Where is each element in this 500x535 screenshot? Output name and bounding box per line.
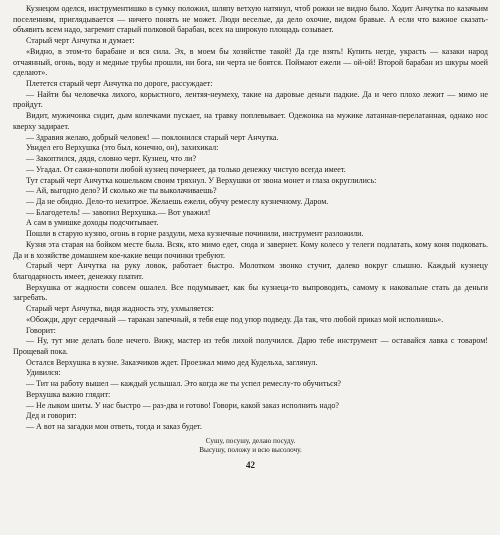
- paragraph: — Закоптился, дядя, словно черт. Кузнец, что ли?: [26, 154, 197, 164]
- paragraph: Удивился:: [26, 368, 61, 378]
- paragraph: Увидел его Верхушка (это был, конечно, он), захихикал:: [26, 143, 219, 153]
- paragraph: — Да не обидно. Дело-то нехитрое. Желаешь ежели, обучу ремеслу кузнечному. Даром.: [26, 196, 329, 206]
- paragraph: Старый черт Анчутка и думает:: [26, 36, 135, 46]
- paragraph: — Благодетель! — завопил Верхушка.— Вот уважил!: [26, 207, 211, 217]
- page-text: [13, 4, 488, 433]
- paragraph: Кузня эта старая на бойком месте была. Всяк, кто мимо едет, сюда и завернет. Кому колесо у телеги подлатать, кому коня подковать. Да и в хозяйстве домашнем кое-какие вещи починки требуют.: [13, 239, 488, 260]
- paragraph: Плетется старый черт Анчутка по дороге, рассуждает:: [26, 79, 213, 89]
- paragraph: — А вот на загадки мои ответь, тогда и заказ будет.: [26, 422, 202, 432]
- paragraph: Верхушка от жадности совсем ошалел. Все подумывает, как бы кузнеца-то выпроводить, самому к наковальне стать да деньги загребать.: [13, 282, 488, 303]
- paragraph: «Обожди, друг сердечный — таракан запечный, я тебя еще под упор подведу. Да так, что любой приказ мой исполнишь».: [26, 314, 444, 324]
- paragraph: Кузнецом оделся, инструментишко в сумку положил, шляпу ветхую натянул, чтоб рожки не видно было. Ходит Анчутка по казачьим поселениям, приглядывается — ничего понять не может. Люди веселые, да дело охочие, видом бравые. А если что важное сказать-объявить всем надо, загремит старый полковой барабан, всех на широкую площадь созывает.: [13, 4, 488, 35]
- paragraph: Видит, мужичонка сидит, дым колечками пускает, на травку поплевывает. Одежонка на мужике латанная-перелатанная, однако нос кверху задирает.: [13, 111, 488, 131]
- verse-line: Высушу, положу и всю высолочу.: [199, 446, 302, 455]
- paragraph: Говорит:: [26, 325, 56, 335]
- paragraph: Пошли в старую кузню, огонь в горне раздули, меха кузнечные починили, инструмент разложили.: [26, 229, 364, 239]
- paragraph: — Тит на работу вышел — каждый услышал. Это когда же ты успел ремеслу-то обучиться?: [26, 379, 341, 389]
- paragraph: Верхушка важно глядит:: [26, 389, 111, 399]
- paragraph: Старый черт Анчутка на руку ловок, работает быстро. Молотком звонко стучит, далеко вокруг слышно. Каждый кузнецу благодарность имеет, денежку платит.: [13, 261, 488, 281]
- paragraph: Старый черт Анчутка, видя жадность эту, ухмыляется:: [26, 304, 214, 314]
- paragraph: — Ай, выгодно дело? И сколько же ты выколачиваешь?: [26, 186, 217, 196]
- paragraph: Тут старый черт Анчутка кошельком своим тряхнул. У Верхушки от звона монет и глаза округлились:: [26, 175, 377, 185]
- paragraph: Дед и говорит:: [26, 411, 77, 421]
- paragraph: «Видно, в этом-то барабане и вся сила. Эх, в моем бы хозяйстве такой! Да где взять! Купить негде, украсть — казаки народ отчаянный, огонь, воду и медные трубы прошли, ни бога, ни черта не боятся. Поймают ежели — ой-ой! Второй барабан из шкуры моей сделают».: [13, 46, 488, 78]
- paragraph: — Найти бы человечка лихого, корыстного, лентяя-неумеху, такие на даровые деньги падкие. Да и чего плохо лежит — мимо не пройдут.: [13, 89, 488, 110]
- verse-line: Сушу, посушу, делаю посуду.: [205, 436, 296, 445]
- page-number: 42: [246, 459, 255, 470]
- paragraph: — Здравия желаю, добрый человек! — поклонился старый черт Анчутка.: [26, 132, 279, 142]
- paragraph: — Не лыком шиты. У нас быстро — раз-два и готово! Говори, какой заказ исполнить надо?: [26, 400, 339, 410]
- paragraph: — Ну, тут мне делать боле нечего. Вижу, мастер из тебя лихой получился. Дарю тебе инструмент — оставайся лавка с товаром! Прощевай пока.: [13, 336, 488, 356]
- paragraph: А сам в умишке доходы подсчитывает.: [26, 218, 159, 228]
- riddle-verse: [13, 437, 488, 456]
- paragraph: — Угадал. От сажи-копоти любой кузнец почернеет, да только денежку чистую всегда имеет.: [26, 164, 346, 174]
- paragraph: Остался Верхушка в кузне. Заказчиков ждет. Проезжал мимо дед Кудельха, заглянул.: [26, 357, 318, 367]
